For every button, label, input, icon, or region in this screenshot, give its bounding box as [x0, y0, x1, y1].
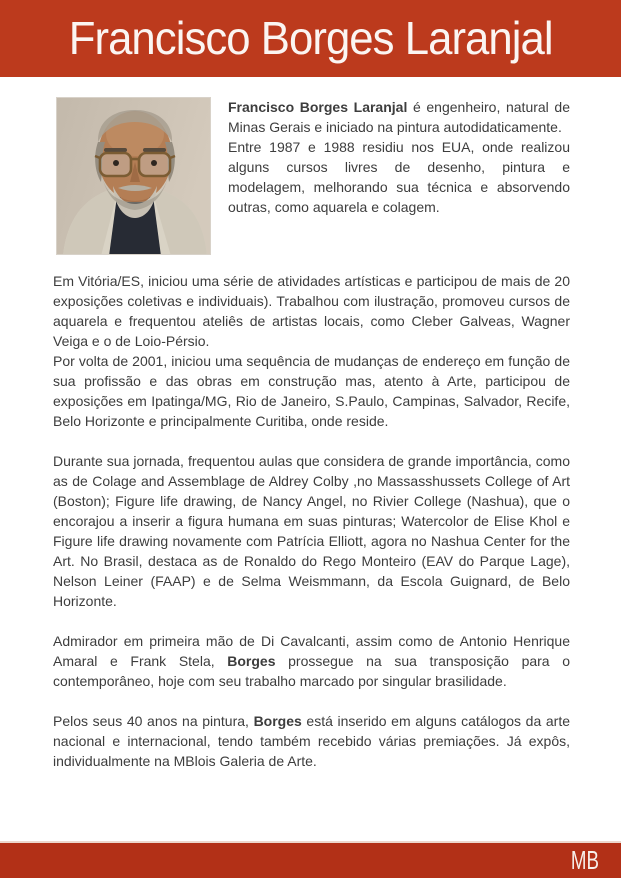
bio-intro-second-paragraph: Entre 1987 e 1988 residiu nos EUA, onde realizou alguns cursos livres de desenho, pintura e modelagem, melhorando sua técnica e absorvendo outras, como aquarela e colagem. [228, 139, 570, 215]
borges-bold-2: Borges [253, 713, 302, 729]
page-header [0, 0, 621, 77]
artist-photo [56, 97, 211, 255]
bio-admirador-paragraph [53, 631, 570, 691]
photo-clear-spacer [53, 263, 570, 271]
admirador-post: prossegue na sua transposição para o contemporâneo, hoje com seu trabalho marcado por singular brasilidade. [53, 653, 571, 689]
borges-bold-1: Borges [227, 653, 276, 669]
mb-logo: MB [570, 845, 599, 875]
artist-portrait-illustration [57, 98, 211, 255]
bio-2001-paragraph: Por volta de 2001, iniciou uma sequência de mudanças de endereço em função de sua profissão e das obras em construção mas, atento à Arte, participou de exposições em Ipatinga/MG, Rio de Janeiro, S.Paulo, Campinas, Salvador, Recife, Belo Horizonte e principalmente Curitiba, onde reside. [53, 353, 570, 429]
bio-vitoria-paragraph: Em Vitória/ES, iniciou uma série de atividades artísticas e participou de mais de 20 exposições coletivas e individuais). Trabalhou com ilustração, promoveu cursos de aquarela e frequentou ateliês de artistas locais, como Cleber Galveas, Wagner Veiga e o de Loio-Pérsio. [53, 273, 570, 349]
40anos-post: está inserido em alguns catálogos da arte nacional e internacional, tendo também recebido várias premiações. Já expôs, individualmente na MBlois Galeria de Arte. [53, 713, 571, 769]
page-footer [0, 841, 621, 878]
admirador-pre: Admirador em primeira mão de Di Cavalcanti, assim como de Antonio Henrique Amaral e Frank Stela, [53, 633, 570, 669]
bio-jornada-paragraph: Durante sua jornada, frequentou aulas que considera de grande importância, como as de Colage and Assemblage de Aldrey Colby ,no Massasshussets College of Art (Boston); Figure life drawing, de Nancy Angel, no Rivier College (Nashua), que o encorajou a inserir a figura humana em suas pinturas; Watercolor de Elise Khol e Figure life drawing novamente com Patrícia Elliott, agora no Nashua Center for the Art. No Brasil, destaca as de Ronaldo do Rego Monteiro (EAV do Parque Lage), Nelson Leiner (FAAP) e de Selma Weismmann, da Escola Guignard, de Belo Horizonte. [53, 453, 570, 609]
40anos-pre: Pelos seus 40 anos na pintura, [53, 713, 254, 729]
biography-content [53, 97, 570, 771]
bio-40anos-paragraph [53, 711, 570, 771]
artist-name-bold: Francisco Borges Laranjal [228, 99, 408, 115]
bio-intro-text: é engenheiro, natural de Minas Gerais e iniciado na pintura autodidaticamente. [228, 99, 570, 135]
page-title: Francisco Borges Laranjal [68, 12, 553, 64]
